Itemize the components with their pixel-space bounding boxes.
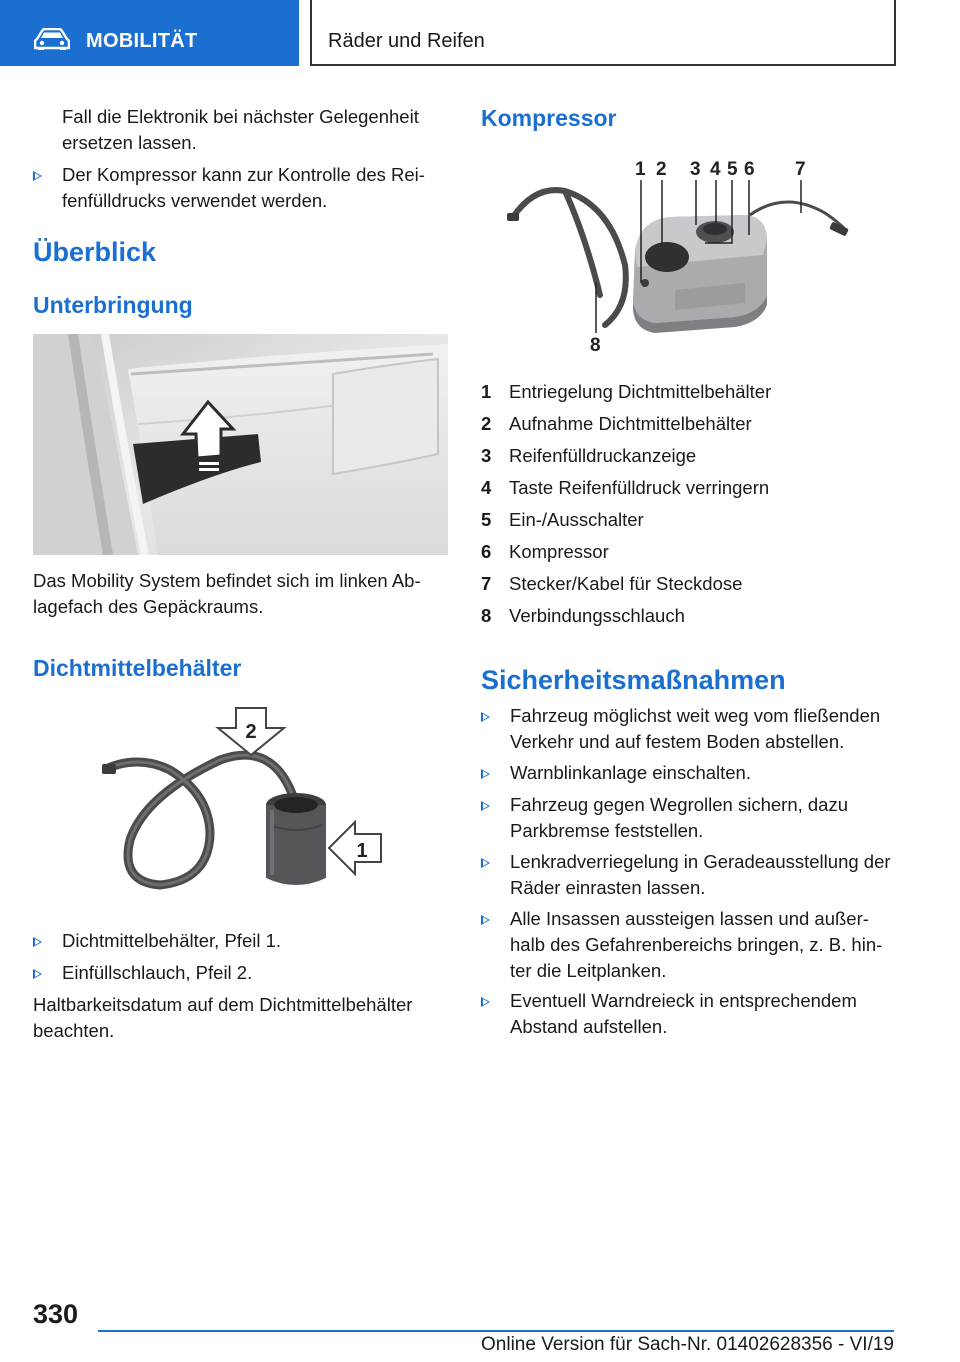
legend-number: 5 — [481, 509, 492, 530]
heading-storage: Unterbringung — [33, 292, 193, 318]
bullet-item — [481, 988, 895, 1040]
section-label: MOBILITÄT — [86, 30, 198, 52]
page-number: 330 — [33, 1299, 79, 1329]
callout-6: 6 — [744, 159, 755, 180]
heading-sealant-container: Dichtmittelbehälter — [33, 655, 242, 681]
bullet-text: Fahrzeug gegen Wegrollen sichern, dazu Parkbremse feststellen. — [510, 794, 849, 841]
bullet-item — [33, 960, 448, 986]
legend-label: Kompressor — [509, 541, 609, 562]
triangle-bullet-icon — [481, 712, 490, 722]
legend-label: Aufnahme Dichtmittelbehälter — [509, 413, 752, 434]
legend-label: Verbindungsschlauch — [509, 605, 685, 626]
bullet-text: Alle Insassen aussteigen lassen und außerhalb des Gefahrenbereichs bringen, z. B. hinter die Leitplanken. — [510, 908, 883, 981]
callout-1: 1 — [635, 159, 646, 180]
legend-number: 6 — [481, 541, 492, 562]
legend-number: 7 — [481, 573, 492, 594]
footer-divider — [98, 1330, 894, 1332]
legend-number: 3 — [481, 445, 492, 466]
triangle-bullet-icon — [481, 915, 490, 925]
legend-label: Reifenfülldruckanzeige — [509, 445, 697, 466]
bullet-item — [481, 906, 895, 984]
chapter-title: Räder und Reifen — [328, 30, 485, 52]
bullet-text: Der Kompressor kann zur Kontrolle des Reifenfülldrucks verwendet werden. — [62, 164, 425, 211]
heading-overview: Überblick — [33, 237, 157, 267]
bullet-text: Lenkradverriegelung in Geradeausstellung der Räder einrasten lassen. — [510, 851, 891, 898]
legend-number: 8 — [481, 605, 492, 626]
callout-8: 8 — [590, 335, 601, 356]
legend-number: 1 — [481, 381, 492, 402]
triangle-bullet-icon — [481, 769, 490, 779]
bullet-text: Fahrzeug möglichst weit weg vom fließenden Verkehr und auf festem Boden abstellen. — [510, 705, 881, 752]
triangle-bullet-icon — [481, 997, 490, 1007]
bullet-text: Dichtmittelbehälter, Pfeil 1. — [62, 930, 282, 951]
compressor-illustration — [505, 155, 855, 360]
bullet-item — [481, 849, 895, 901]
callout-7: 7 — [795, 159, 806, 180]
bullet-text: Einfüllschlauch, Pfeil 2. — [62, 962, 253, 983]
continued-paragraph: Fall die Elektronik bei nächster Gelegenheit ersetzen lassen. — [62, 106, 419, 153]
arrow-label-2: 2 — [245, 721, 257, 743]
storage-description: Das Mobility System befindet sich im linken Ablagefach des Gepäckraums. — [33, 570, 421, 617]
legend-number: 4 — [481, 477, 492, 498]
triangle-bullet-icon — [33, 969, 42, 979]
triangle-bullet-icon — [481, 858, 490, 868]
callout-2: 2 — [656, 159, 667, 180]
triangle-bullet-icon — [33, 937, 42, 947]
heading-compressor: Kompressor — [481, 105, 617, 131]
legend-label: Stecker/Kabel für Steckdose — [509, 573, 743, 594]
heading-safety-measures: Sicherheitsmaßnahmen — [481, 665, 786, 695]
triangle-bullet-icon — [481, 801, 490, 811]
bullet-item — [481, 792, 895, 844]
legend-label: Entriegelung Dichtmittelbehälter — [509, 381, 772, 402]
section-tab — [0, 0, 299, 66]
triangle-bullet-icon — [33, 171, 42, 181]
bullet-item — [33, 928, 448, 954]
bullet-text: Warnblinkanlage einschalten. — [510, 762, 751, 783]
sealant-container-illustration — [100, 700, 390, 900]
callout-5: 5 — [727, 159, 738, 180]
arrow-label-1: 1 — [356, 840, 368, 862]
legend-label: Ein-/Ausschalter — [509, 509, 644, 530]
footer-online-version: Online Version für Sach-Nr. 01402628356 - VI/19 — [481, 1334, 894, 1355]
storage-photo — [33, 334, 448, 555]
bullet-item — [33, 162, 448, 214]
bullet-item — [481, 760, 895, 786]
bullet-text: Eventuell Warndreieck in entsprechendem Abstand aufstellen. — [510, 990, 857, 1037]
legend-number: 2 — [481, 413, 492, 434]
chapter-header — [310, 0, 896, 66]
bullet-item — [481, 703, 895, 755]
shelf-life-note: Haltbarkeitsdatum auf dem Dichtmittelbehälter beachten. — [33, 994, 413, 1041]
car-icon — [34, 28, 70, 50]
callout-3: 3 — [690, 159, 701, 180]
legend-label: Taste Reifenfülldruck verringern — [509, 477, 770, 498]
callout-4: 4 — [710, 159, 721, 180]
